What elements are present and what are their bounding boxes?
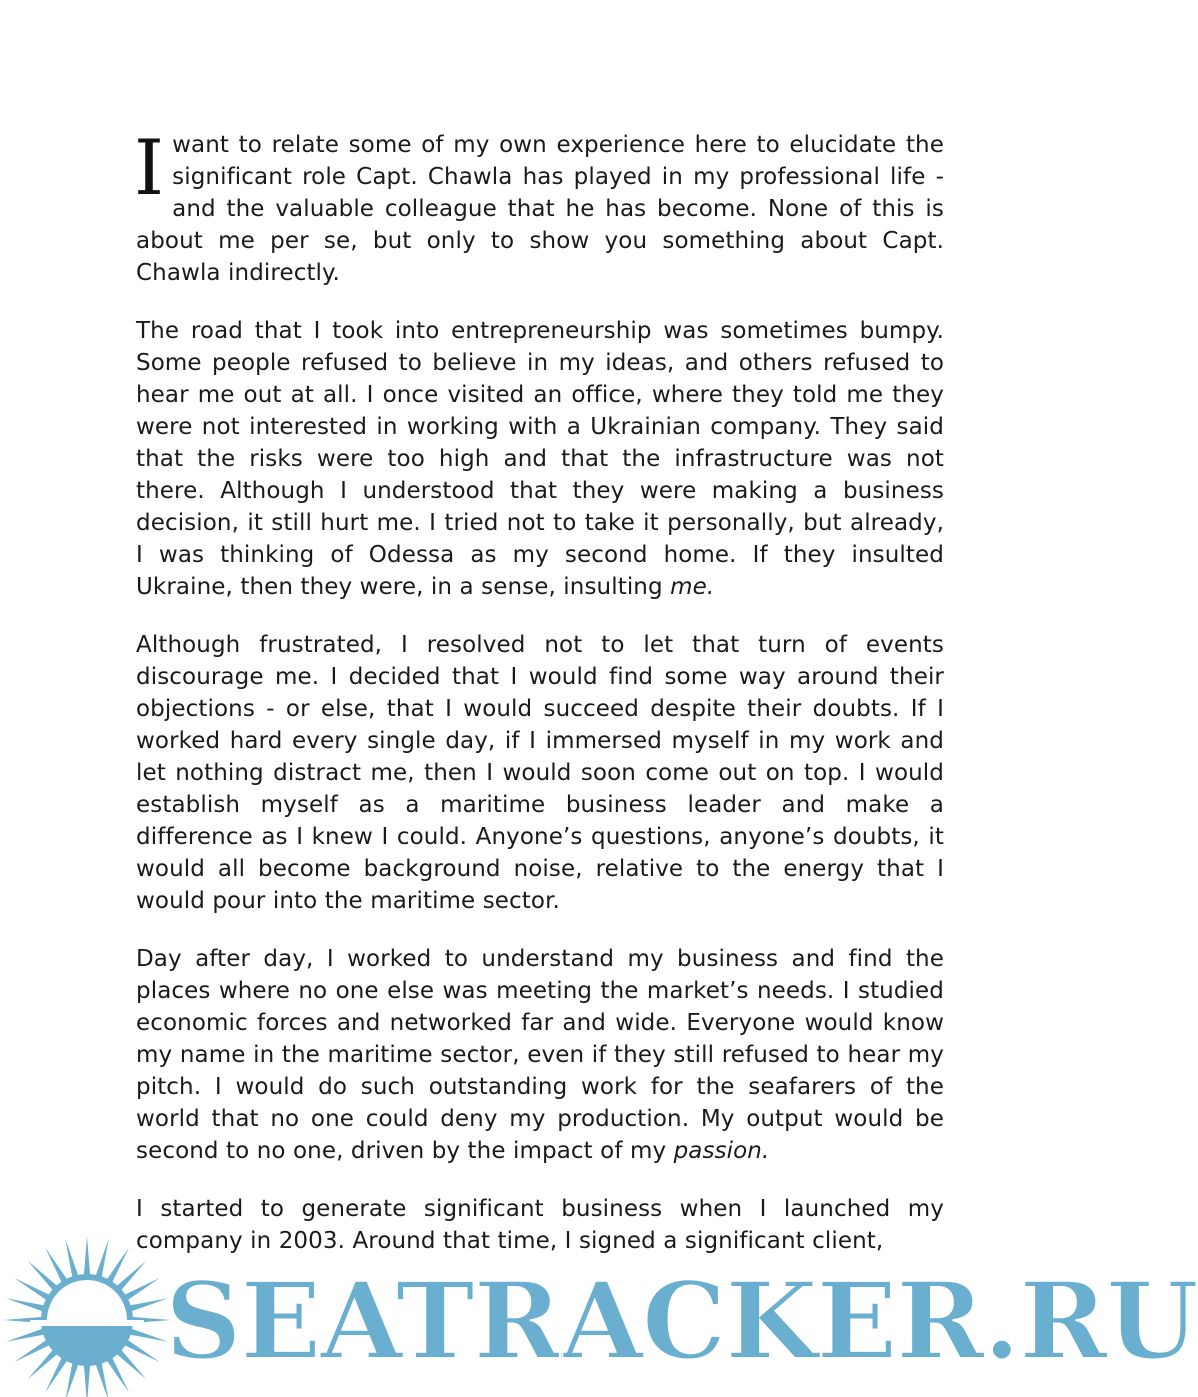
- paragraph-3-text: Although frustrated, I resolved not to let that turn of events discourage me. I decided that I would find some way around their objections - or else, that I would succeed despite their doubts. If I worked hard every single day, if I immersed myself in my work and let nothing distract me, then I would soon come out on top. I would establish myself as a maritime business leader and make a difference as I knew I could. Anyone’s questions, anyone’s doubts, it would all become background noise, relative to the energy that I would pour into the maritime sector.: [136, 632, 944, 914]
- watermark-text: SEATRACKER.RU: [165, 1258, 1198, 1383]
- paragraph-2-text: The road that I took into entrepreneurship was sometimes bumpy. Some people refused to believe in my ideas, and others refused to hear me out at all. I once visited an office, where they told me they were not interested in working with a Ukrainian company. They said that the risks were too high and that the infrastructure was not there. Although I understood that they were making a business decision, it still hurt me. I tried not to take it personally, but already, I was thinking of Odessa as my second home. If they insulted Ukraine, then they were, in a sense, insulting: [136, 318, 944, 600]
- drop-cap: I: [134, 123, 165, 212]
- paragraph-1: [134, 123, 944, 289]
- paragraph-2: [136, 315, 944, 603]
- paragraph-4: [136, 943, 944, 1167]
- document-body: [134, 123, 944, 1283]
- paragraph-5-text: I started to generate significant business when I launched my company in 2003. Around that time, I signed a significant client,: [136, 1196, 944, 1254]
- paragraph-3: [136, 629, 944, 917]
- paragraph-4-emphasis: passion.: [673, 1138, 770, 1164]
- paragraph-1-text: want to relate some of my own experience here to elucidate the significant role Capt. Chawla has played in my professional life - and the valuable colleague that he has become. None of this is about me per se, but only to show you something about Capt. Chawla indirectly.: [136, 132, 944, 286]
- paragraph-4-text: Day after day, I worked to understand my business and find the places where no one else was meeting the market’s needs. I studied economic forces and networked far and wide. Everyone would know my name in the maritime sector, even if they still refused to hear my pitch. I would do such outstanding work for the seafarers of the world that no one could deny my production. My output would be second to no one, driven by the impact of my: [136, 946, 944, 1164]
- sun-icon: [3, 1236, 171, 1397]
- paragraph-2-emphasis: me.: [670, 574, 715, 600]
